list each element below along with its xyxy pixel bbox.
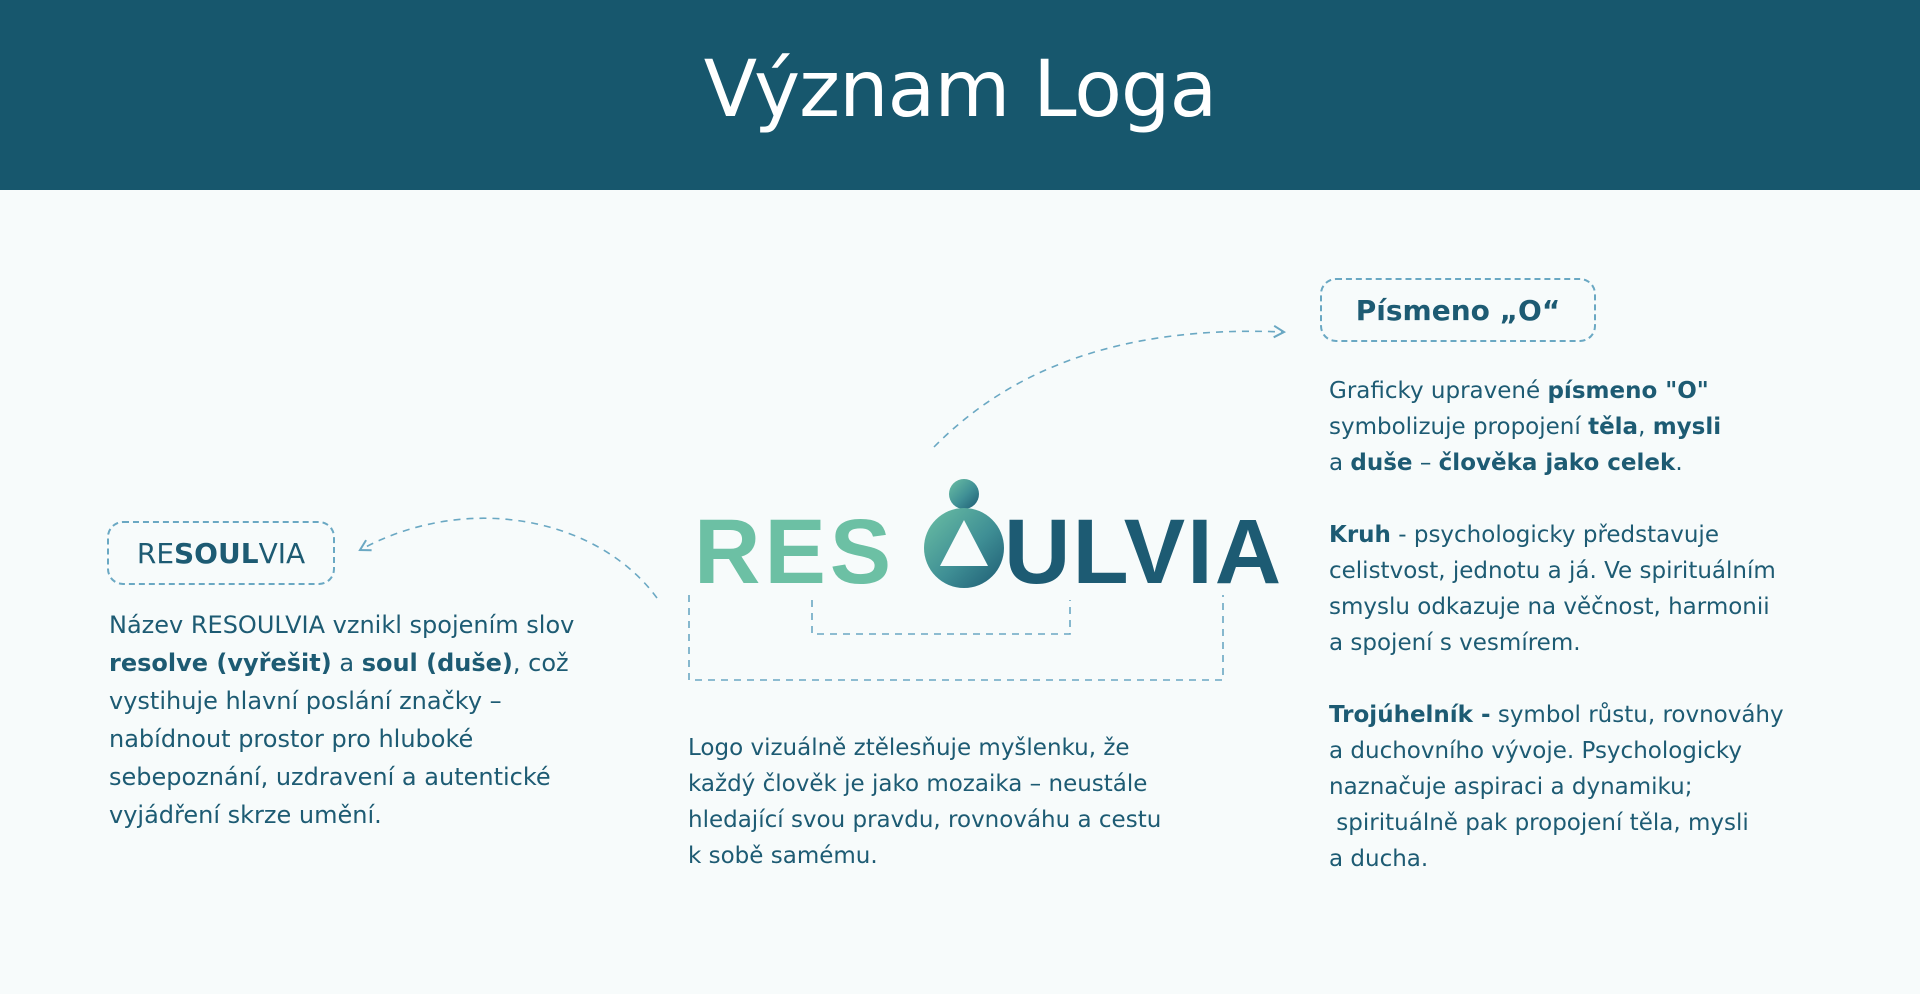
circle-triangle-person-icon xyxy=(924,479,1004,588)
para-triangle: Trojúhelník - symbol růstu, rovnováhy a duchovního vývoje. Psychologicky naznačuje aspiraci a dynamiku; spirituálně pak propojení těla, mysli a ducha. xyxy=(1329,702,1784,872)
left-line-4: nabídnout prostor pro hluboké xyxy=(109,725,474,753)
middle-line-1: Logo vizuálně ztělesňuje myšlenku, že xyxy=(688,735,1130,761)
middle-line-4: k sobě samému. xyxy=(688,843,878,869)
left-line-5: sebepoznání, uzdravení a autentické xyxy=(109,763,551,791)
left-bold-soul: soul (duše) xyxy=(361,649,513,677)
logo-text-left: RES xyxy=(694,501,896,603)
header-banner xyxy=(0,0,1920,190)
arrow-to-resoulvia xyxy=(360,518,657,598)
outer-bracket xyxy=(689,595,1223,680)
middle-line-2: každý člověk je jako mozaika – neustále xyxy=(688,771,1148,797)
resoulvia-label-bold: SOUL xyxy=(174,536,259,570)
inner-bracket xyxy=(812,600,1070,634)
pismeno-label: Písmeno „O“ xyxy=(1320,278,1596,342)
resoulvia-label-prefix: RE xyxy=(136,536,175,570)
para-circle: Kruh - psychologicky představuje celistvost, jednotu a já. Ve spirituálním smyslu odkazuje na věčnost, harmonii a spojení s vesmírem. xyxy=(1329,522,1776,656)
left-bold-resolve: resolve (vyřešit) xyxy=(109,649,332,677)
middle-line-3: hledající svou pravdu, rovnováhu a cestu xyxy=(688,807,1162,833)
resoulvia-label-suffix: VIA xyxy=(258,536,306,570)
logo-head-dot xyxy=(949,479,979,509)
page-title: Význam Loga xyxy=(703,45,1217,135)
arrow-to-pismeno xyxy=(934,331,1284,447)
letter-o-description xyxy=(1329,373,1839,877)
left-line-6: vyjádření skrze umění. xyxy=(109,801,382,829)
para-letter-o: Graficky upravené písmeno "O" symbolizuje propojení těla, mysli a duše – člověka jako celek. xyxy=(1329,378,1722,476)
logo-text-right: ULVIA xyxy=(1004,501,1284,603)
left-line-3: vystihuje hlavní poslání značky – xyxy=(109,687,502,715)
logo-description xyxy=(688,730,1188,874)
left-line-2: resolve (vyřešit) a soul (duše), což xyxy=(109,649,569,677)
resoulvia-logo xyxy=(692,478,1284,603)
name-description xyxy=(109,606,609,834)
resoulvia-label xyxy=(107,521,335,585)
left-line-1: Název RESOULVIA vznikl spojením slov xyxy=(109,611,575,639)
